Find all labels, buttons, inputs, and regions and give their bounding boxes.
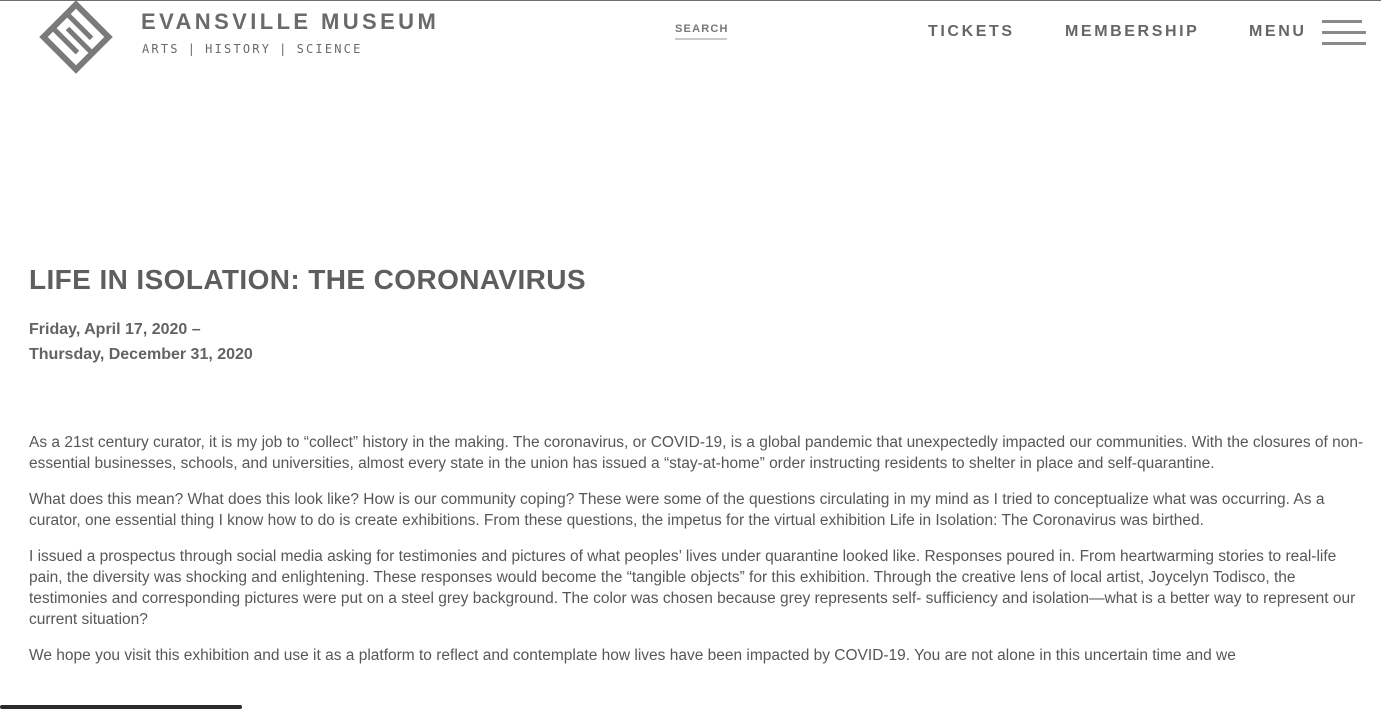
date-start: Friday, April 17, 2020 – (29, 321, 201, 338)
tagline-separator: | (279, 42, 289, 56)
logo-title: EVANSVILLE MUSEUM (141, 9, 440, 34)
paragraph: We hope you visit this exhibition and use it as a platform to reflect and contemplate how lives have been impacted by COVID-19. You are not alone in this uncertain time and we (29, 647, 1236, 664)
nav-tickets-link[interactable]: TICKETS (928, 23, 1015, 40)
site-header (0, 0, 1381, 90)
tagline-arts: ARTS (142, 42, 180, 56)
hamburger-icon (1322, 20, 1366, 46)
menu-button[interactable] (1249, 18, 1369, 48)
paragraph: What does this mean? What does this look like? How is our community coping? These were some of the questions circulating in my mind as I tried to conceptualize what was occurring. As a curator, one essential thing I know how to do is create exhibitions. From these questions, the impetus for the virtual exhibition Life in Isolation: The Coronavirus was birthed. (29, 491, 1325, 529)
menu-label: MENU (1249, 23, 1307, 40)
tagline-separator: | (187, 42, 198, 56)
museum-logo-icon (29, 0, 124, 75)
page-title: LIFE IN ISOLATION: THE CORONAVIRUS (29, 264, 587, 295)
logo-tagline (142, 42, 363, 56)
logo-link[interactable] (29, 0, 449, 76)
horizontal-scrollbar[interactable] (0, 705, 242, 709)
tagline-science: SCIENCE (296, 42, 363, 56)
date-end: Thursday, December 31, 2020 (29, 346, 253, 363)
exhibition-description (29, 432, 1367, 681)
paragraph: I issued a prospectus through social media asking for testimonies and pictures of what peoples’ lives under quarantine looked like. Responses poured in. From heartwarming stories to real-life pain, the diversity was shocking and enlightening. These responses would become the “tangible objects” for this exhibition. Through the creative lens of local artist, Joycelyn Todisco, the testimonies and corresponding pictures were put on a steel grey background. The color was chosen because grey represents self- sufficiency and isolation—what is a better way to represent our current situation? (29, 548, 1356, 628)
nav-membership-link[interactable]: MEMBERSHIP (1065, 23, 1200, 40)
tagline-history: HISTORY (205, 42, 272, 56)
exhibition-dates (29, 317, 253, 367)
search-field[interactable]: SEARCH (675, 23, 727, 40)
paragraph: As a 21st century curator, it is my job to “collect” history in the making. The coronavirus, or COVID-19, is a global pandemic that unexpectedly impacted our communities. With the closures of non-essential businesses, schools, and universities, almost every state in the union has issued a “stay-at-home” order instructing residents to shelter in place and self-quarantine. (29, 434, 1364, 472)
